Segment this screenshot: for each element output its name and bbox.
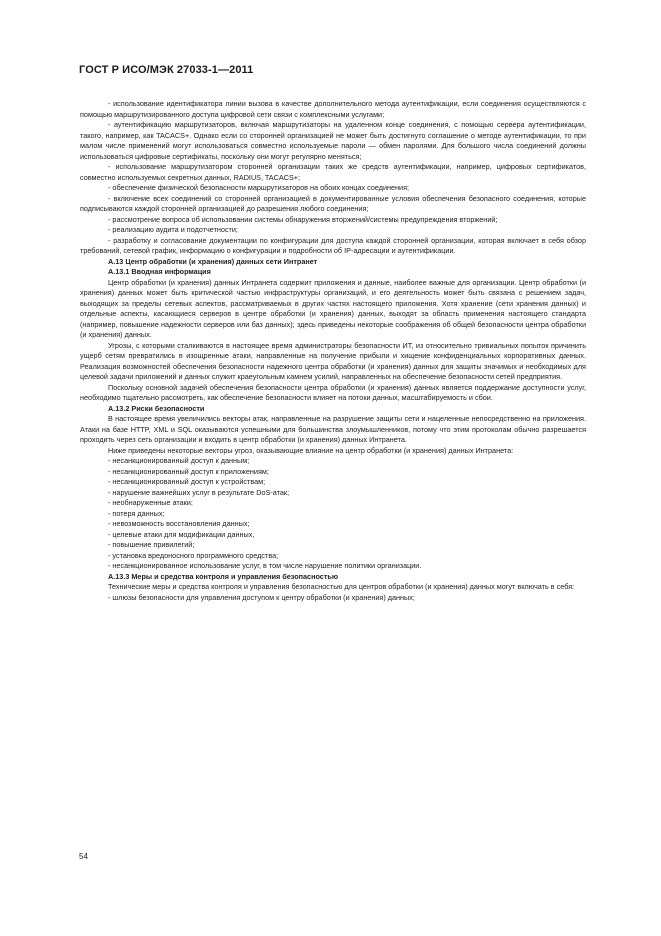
page-number: 54: [79, 852, 88, 861]
list-item: - повышение привилегий;: [108, 540, 195, 549]
body-paragraph: Поскольку основной задачей обеспечения безопасности центра обработки (и хранения) данных является поддержание доступности услуг, необходимо тщательно рассмотреть, как обеспечение безопасности влияет на потоки данных, масштабируемость и сбои.: [80, 382, 586, 402]
list-item: - реализацию аудита и подотчетности;: [108, 225, 238, 234]
list-item: - установка вредоносного программного средства;: [108, 550, 279, 560]
list-item: - несанкционированный доступ к устройствам;: [108, 477, 266, 486]
list-item: - шлюзы безопасности для управления доступом к центру обработки (и хранения) данных;: [108, 592, 415, 602]
list-item: - несанкционированный доступ к данным;: [108, 456, 250, 465]
list-item: - обеспечение физической безопасности маршрутизаторов на обоих концах соединения;: [108, 183, 410, 192]
list-item: - целевые атаки для модификации данных,: [108, 529, 255, 539]
body-paragraph: Технические меры и средства контроля и управления безопасностью для центров обработки (и хранения) данных могут включать в себя:: [108, 582, 575, 591]
list-item: - нарушение важнейших услуг в результате DoS-атак;: [108, 487, 290, 497]
list-item: - невозможность восстановления данных;: [108, 519, 250, 528]
document-body: [80, 99, 586, 603]
list-item: - несанкционированное использование услуг, в том числе нарушение политики организации.: [108, 561, 422, 570]
list-item: - несанкционированный доступ к приложениям;: [108, 466, 269, 476]
list-item: - включение всех соединений со сторонней организацией в документированные условия обеспечения безопасного соединения, которые подписываются каждой сторонней организацией до разрешения любого соединения;: [80, 193, 586, 213]
body-paragraph: Угрозы, с которыми сталкиваются в настоящее время администраторы безопасности ИТ, из относительно тривиальных попыток причинить ущерб сетям превратились в изощренные атаки, направленные на получение прибыли и хищение конфиденциальных корпоративных данных. Реализация возможностей обеспечения безопасности надежного центра обработки (и хранения) данных для защиты значимых и необходимых для целевой задачи приложений и данных служит краеугольным камнем усилий, направленных на обеспечение безопасности сетей предприятия.: [80, 340, 586, 381]
list-item: - использование маршрутизатором сторонней организации таких же средств аутентификации, например, цифровых сертификатов, совместно используемых секретных данных, RADIUS, TACACS+;: [80, 162, 586, 182]
body-paragraph: В настоящее время увеличились векторы атак, направленные на разрушение защиты сети и нацеленные непосредственно на приложения. Атаки на базе HTTP, XML и SQL оказываются успешными для большинства злоумышленников, потому что этим протоколам обычно разрешается проходить через сеть организации и входить в центр обработки (и хранения) данных Интранета.: [80, 414, 586, 444]
list-item: - рассмотрение вопроса об использовании системы обнаружения вторжений/системы предупреждения вторжений;: [108, 214, 498, 224]
list-item: - аутентификацию маршрутизаторов, включая маршрутизаторы на удаленном конце соединения, с помощью сервера аутентификации, такого, например, как TACACS+. Однако если со сторонней организацией не может быть достигнуто соглашение о методе аутентификации, то при малом числе применений могут использоваться совместно используемые пароли — обмен паролями. Для большого числа соединений должны использоваться цифровые сертификаты, поскольку они могут регулярно меняться;: [80, 120, 586, 161]
section-heading-a13: A.13 Центр обработки (и хранения) данных сети Интранет: [108, 256, 318, 266]
list-item: - необнаруженные атаки;: [108, 498, 193, 507]
standard-header: ГОСТ Р ИСО/МЭК 27033-1—2011: [79, 64, 254, 76]
subsection-heading-a13-3: A.13.3 Меры и средства контроля и управления безопасностью: [108, 571, 339, 581]
body-paragraph: Центр обработки (и хранения) данных Интранета содержит приложения и данные, наиболее важные для организации. Центр обработки (и хранения) данных может быть критической частью инфраструктуры организаций, и его деятельность может быть связана с решением задач, выходящих за пределы сетевых аспектов, рассматриваемых в других частях настоящего приложения. Хотя хранение (сети хранения данных) и отдельные аспекты, касающиеся серверов в центре обработки (и хранения) данных, выходят за область применения настоящего стандарта (например, повышение надежности серверов или баз данных); здесь приведены некоторые соображения об общей безопасности центра обработки (и хранения) данных.: [80, 277, 586, 339]
body-paragraph: Ниже приведены некоторые векторы угроз, оказывающие влияние на центр обработки (и хранения) данных Интранета:: [108, 445, 514, 455]
subsection-heading-a13-2: A.13.2 Риски безопасности: [108, 403, 205, 413]
list-item: - потеря данных;: [108, 508, 165, 518]
subsection-heading-a13-1: A.13.1 Вводная информация: [108, 267, 211, 276]
list-item: - использование идентификатора линии вызова в качестве дополнительного метода аутентификации, если соединения осуществляются с помощью маршрутизированного доступа цифровой сети связи с комплексными услугами;: [80, 99, 586, 119]
list-item: - разработку и согласование документации по конфигурации для доступа каждой сторонней организации, которая включает в себя обзор требований, сетевой график, информацию о конфигурации и подробности об IP-адресации и аутентификации.: [80, 235, 586, 255]
